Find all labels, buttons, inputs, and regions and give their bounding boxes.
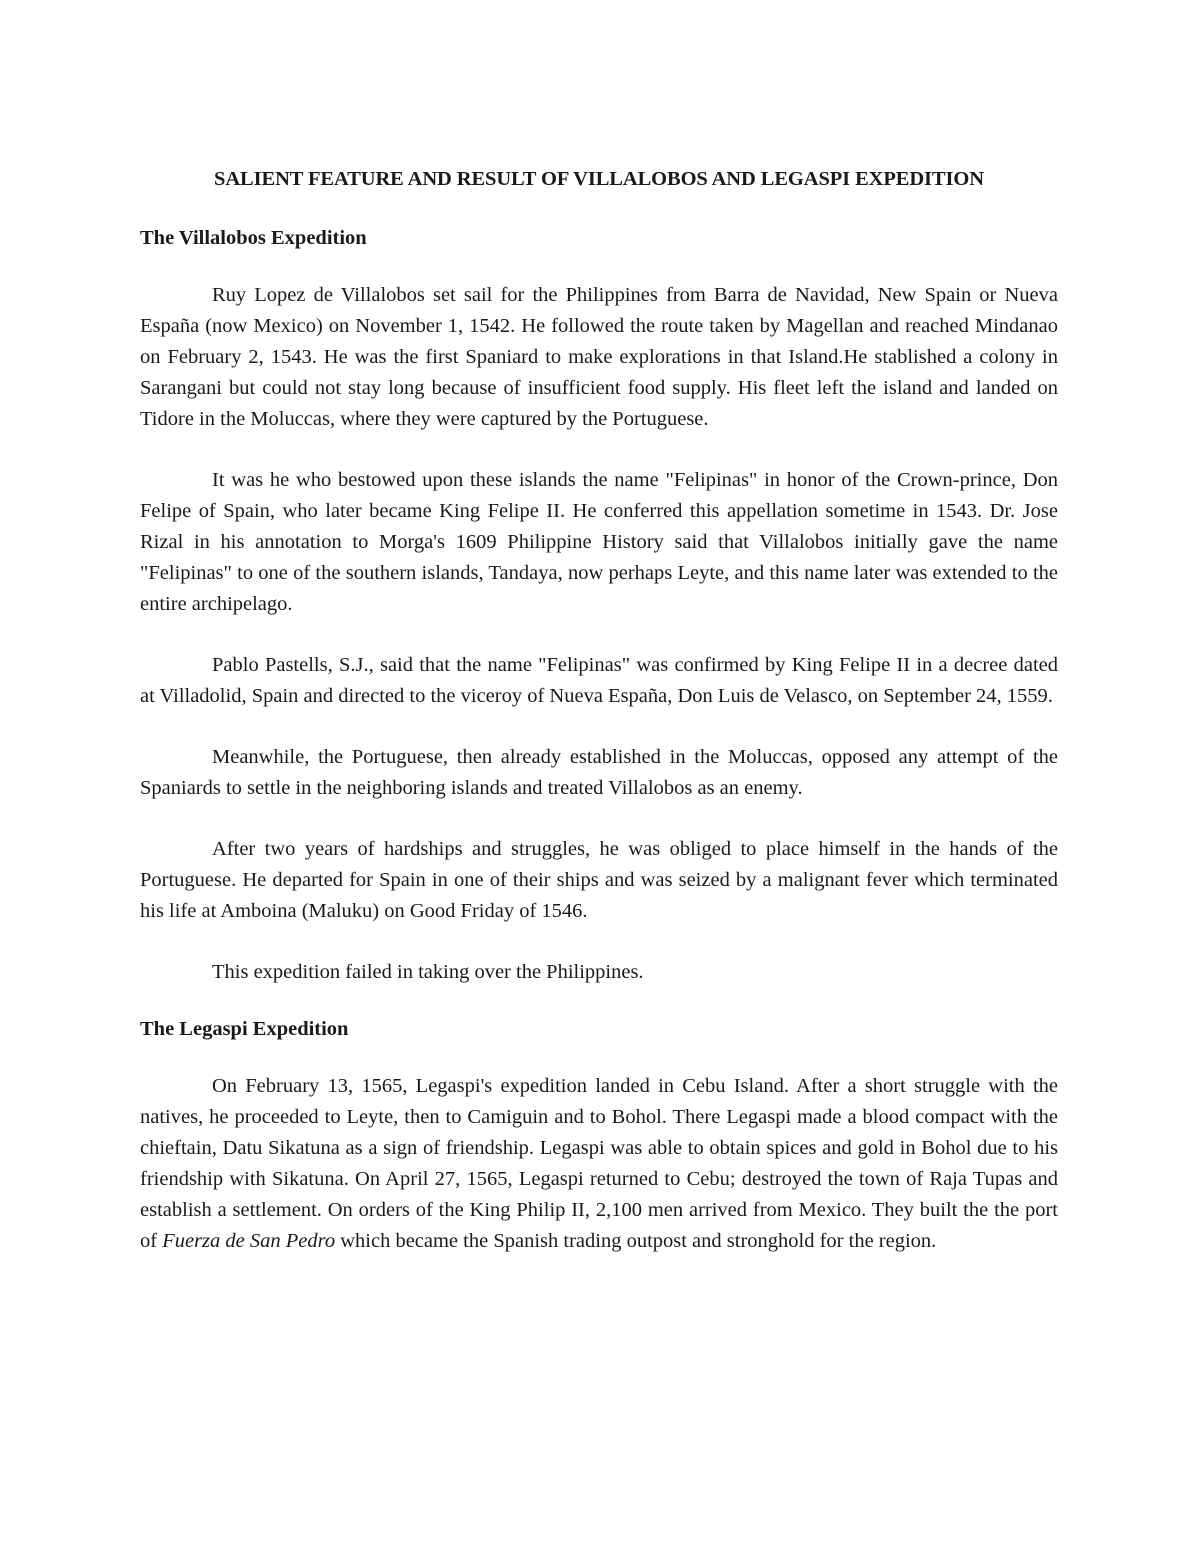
document-title: SALIENT FEATURE AND RESULT OF VILLALOBOS AND LEGASPI EXPEDITION <box>214 168 984 190</box>
document-page <box>140 168 1058 1287</box>
italic-place-name: Fuerza de San Pedro <box>162 1230 336 1252</box>
paragraph: Pablo Pastells, S.J., said that the name "Felipinas" was confirmed by King Felipe II in a decree dated at Villadolid, Spain and directed to the viceroy of Nueva España, Don Luis de Velasco, on September 24, 1559. <box>140 654 1058 707</box>
section-heading-legaspi: The Legaspi Expedition <box>140 1018 349 1040</box>
paragraph: Meanwhile, the Portuguese, then already established in the Moluccas, opposed any attempt of the Spaniards to settle in the neighboring islands and treated Villalobos as an enemy. <box>140 746 1058 799</box>
paragraph: After two years of hardships and struggles, he was obliged to place himself in the hands of the Portuguese. He departed for Spain in one of their ships and was seized by a malignant fever which terminated his life at Amboina (Maluku) on Good Friday of 1546. <box>140 838 1058 922</box>
paragraph-legaspi <box>140 1071 1058 1257</box>
paragraph-text: which became the Spanish trading outpost and stronghold for the region. <box>335 1230 937 1252</box>
paragraph-text: On February 13, 1565, Legaspi's expedition landed in Cebu Island. After a short struggle with the natives, he proceeded to Leyte, then to Camiguin and to Bohol. There Legaspi made a blood compact with the chieftain, Datu Sikatuna as a sign of friendship. Legaspi was able to obtain spices and gold in Bohol due to his friendship with Sikatuna. On April 27, 1565, Legaspi returned to Cebu; destroyed the town of Raja Tupas and establish a settlement. On orders of the King Philip II, 2,100 men arrived from Mexico. They built the the port of <box>140 1075 1058 1252</box>
paragraph: It was he who bestowed upon these islands the name "Felipinas" in honor of the Crown-prince, Don Felipe of Spain, who later became King Felipe II. He conferred this appellation sometime in 1543. Dr. Jose Rizal in his annotation to Morga's 1609 Philippine History said that Villalobos initially gave the name "Felipinas" to one of the southern islands, Tandaya, now perhaps Leyte, and this name later was extended to the entire archipelago. <box>140 469 1058 615</box>
paragraph: Ruy Lopez de Villalobos set sail for the Philippines from Barra de Navidad, New Spain or Nueva España (now Mexico) on November 1, 1542. He followed the route taken by Magellan and reached Mindanao on February 2, 1543. He was the first Spaniard to make explorations in that Island.He stablished a colony in Sarangani but could not stay long because of insufficient food supply. His fleet left the island and landed on Tidore in the Moluccas, where they were captured by the Portuguese. <box>140 284 1058 430</box>
paragraph: This expedition failed in taking over the Philippines. <box>212 961 644 983</box>
section-heading-villalobos: The Villalobos Expedition <box>140 227 367 249</box>
